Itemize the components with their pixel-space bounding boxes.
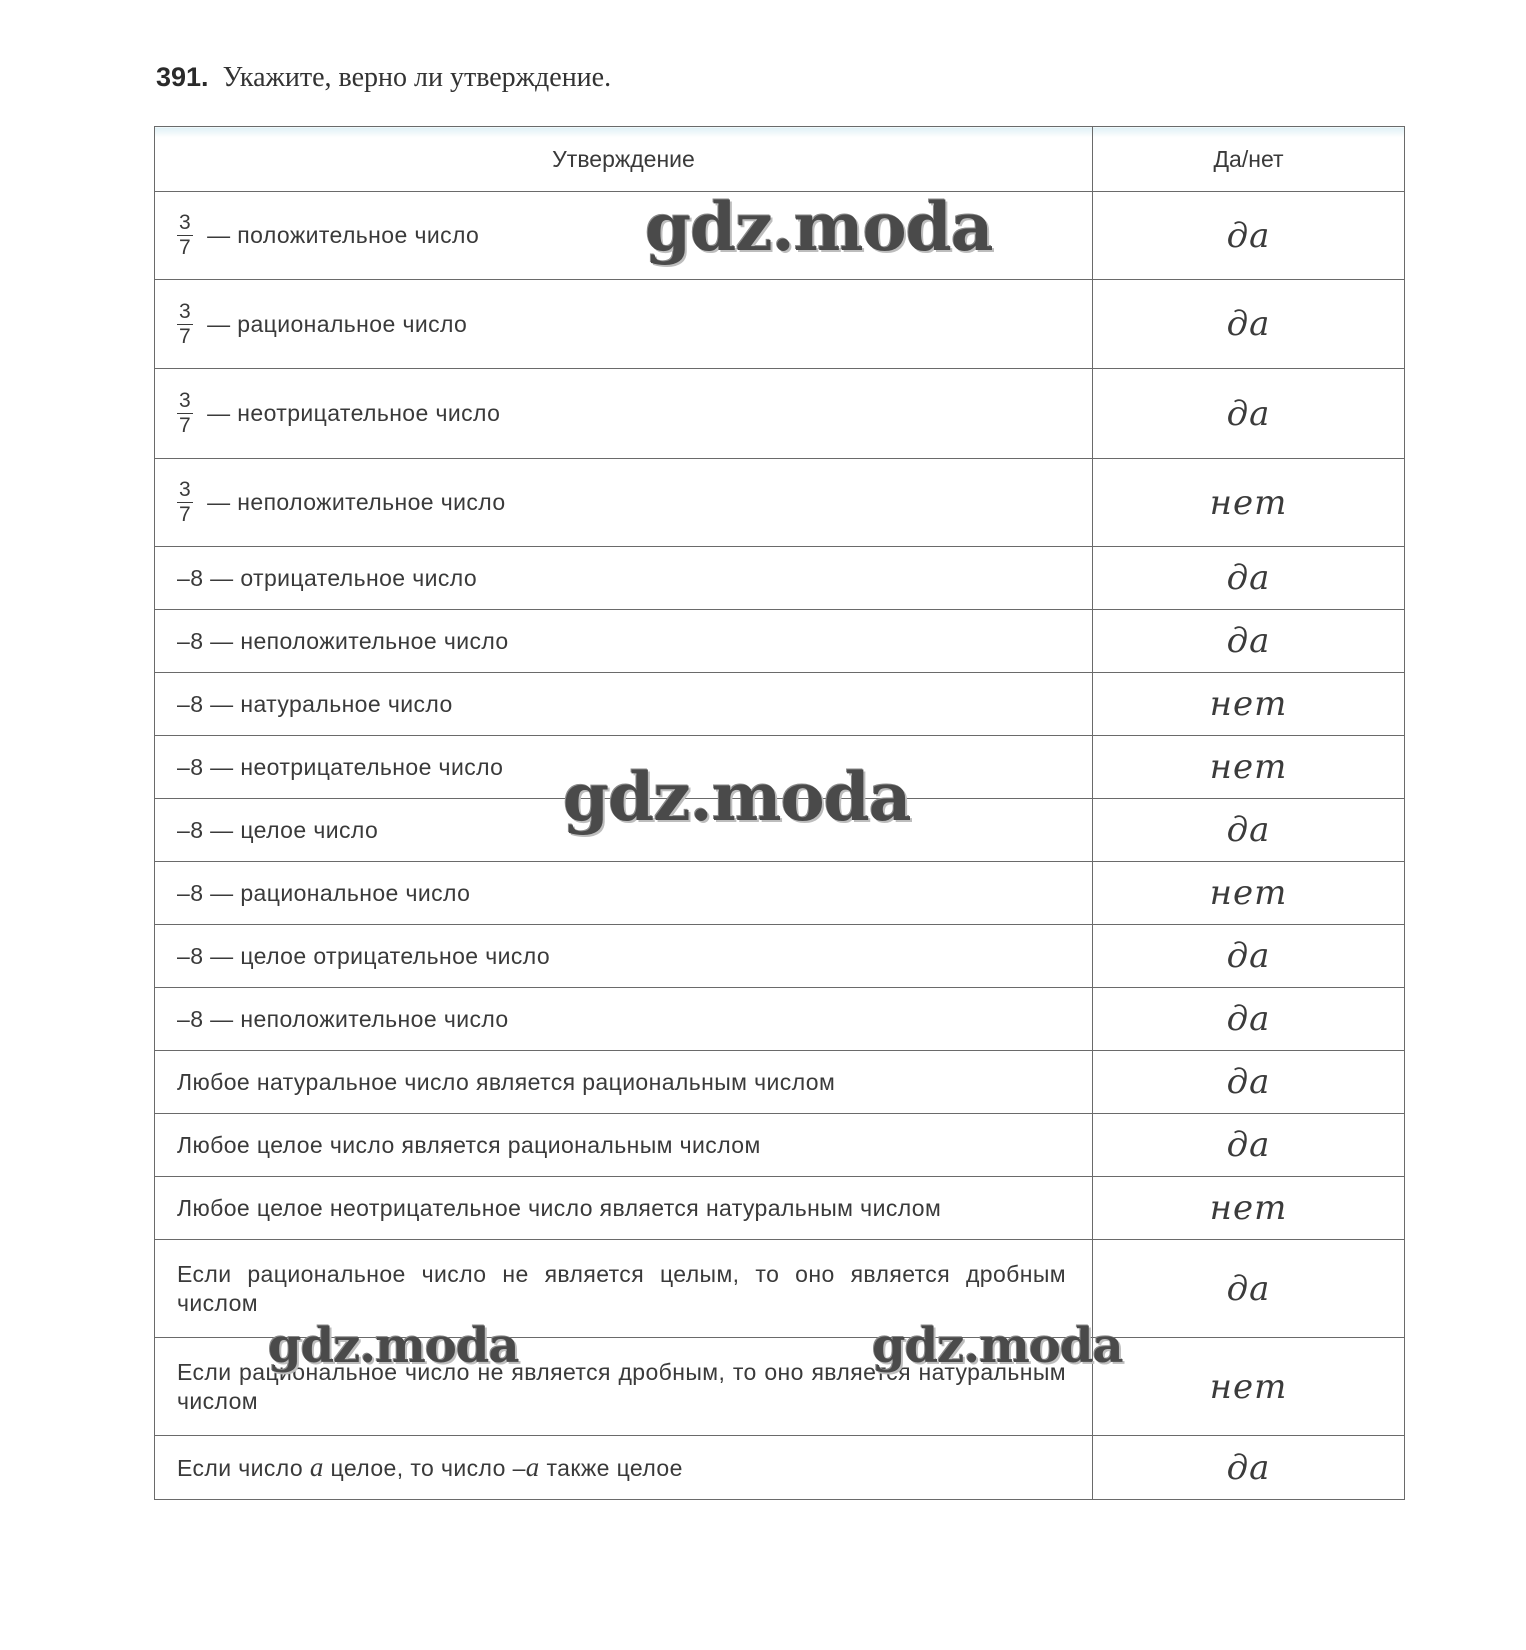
answer-cell: да [1093, 369, 1405, 459]
table-row [155, 1240, 1405, 1338]
answer-cell: да [1093, 925, 1405, 988]
answer-cell: нет [1093, 459, 1405, 547]
statement-cell [155, 280, 1093, 369]
table-row [155, 1114, 1405, 1177]
watermark-logo: gdz.moda [645, 188, 993, 266]
answer-cell: да [1093, 1436, 1405, 1500]
answer-cell: да [1093, 547, 1405, 610]
statement-cell: –8 — неположительное число [155, 610, 1093, 673]
statement-text: — неположительное число [207, 489, 506, 515]
answer-cell: нет [1093, 1177, 1405, 1240]
statement-cell: Если рациональное число не является целым, то оно является дробным числом [155, 1240, 1093, 1338]
statement-cell: –8 — целое число [155, 799, 1093, 862]
statement-cell [155, 459, 1093, 547]
answer-cell: да [1093, 192, 1405, 280]
answer-cell: нет [1093, 736, 1405, 799]
statement-cell [155, 1436, 1093, 1500]
fraction-numerator: 3 [179, 478, 192, 501]
answer-cell: да [1093, 280, 1405, 369]
statement-suffix: также целое [546, 1455, 683, 1481]
answer-cell: да [1093, 1240, 1405, 1338]
statement-cell: –8 — натуральное число [155, 673, 1093, 736]
header-statement: Утверждение [155, 127, 1093, 192]
table-row [155, 1177, 1405, 1240]
answer-cell: нет [1093, 673, 1405, 736]
fraction-numerator: 3 [179, 389, 192, 412]
watermark-logo: gdz.moda [268, 1318, 519, 1374]
answer-cell: да [1093, 799, 1405, 862]
fraction-denominator: 7 [179, 324, 192, 348]
answer-cell: да [1093, 1114, 1405, 1177]
task-header [156, 62, 611, 94]
statement-text: — положительное число [207, 222, 480, 248]
statement-cell: –8 — неотрицательное число [155, 736, 1093, 799]
task-number: 391. [156, 62, 209, 92]
variable-a: a [309, 1452, 324, 1482]
statement-cell: Если рациональное число не является дробным, то оно является натуральным числом [155, 1338, 1093, 1436]
table-row [155, 610, 1405, 673]
watermark-logo: gdz.moda [563, 758, 911, 836]
table-row [155, 1338, 1405, 1436]
table-row [155, 369, 1405, 459]
statement-text: — рациональное число [207, 310, 468, 337]
statement-middle: целое, то число – [330, 1455, 526, 1481]
statement-cell: –8 — целое отрицательное число [155, 925, 1093, 988]
table-row [155, 280, 1405, 369]
answer-cell: да [1093, 1051, 1405, 1114]
fraction [177, 390, 193, 437]
fraction-denominator: 7 [179, 503, 192, 526]
fraction [177, 479, 193, 526]
watermark-logo: gdz.moda [872, 1318, 1123, 1374]
answer-cell: да [1093, 610, 1405, 673]
answer-cell: нет [1093, 1338, 1405, 1436]
answer-cell: да [1093, 988, 1405, 1051]
statement-cell [155, 369, 1093, 459]
statement-cell: Любое целое число является рациональным числом [155, 1114, 1093, 1177]
table-row [155, 1051, 1405, 1114]
statements-table [154, 126, 1405, 1500]
fraction-denominator: 7 [179, 414, 192, 437]
table-row [155, 547, 1405, 610]
fraction-numerator: 3 [179, 211, 192, 234]
statement-cell: Любое натуральное число является рациональным числом [155, 1051, 1093, 1114]
table-row [155, 925, 1405, 988]
statement-prefix: Если число [177, 1455, 304, 1481]
table-row [155, 862, 1405, 925]
answer-cell: нет [1093, 862, 1405, 925]
fraction [177, 212, 193, 259]
statement-cell: Любое целое неотрицательное число является натуральным числом [155, 1177, 1093, 1240]
statement-cell [155, 192, 1093, 280]
header-answer: Да/нет [1093, 127, 1405, 192]
table-header-row [155, 127, 1405, 192]
table-row [155, 799, 1405, 862]
fraction-denominator: 7 [179, 236, 192, 259]
table-row [155, 459, 1405, 547]
statement-cell: –8 — рациональное число [155, 862, 1093, 925]
variable-a: a [525, 1452, 540, 1482]
table-row [155, 673, 1405, 736]
fraction [177, 301, 193, 348]
statement-text: — неотрицательное число [207, 400, 501, 426]
statement-cell: –8 — неположительное число [155, 988, 1093, 1051]
fraction-numerator: 3 [179, 299, 192, 323]
table-row [155, 192, 1405, 280]
statement-cell: –8 — отрицательное число [155, 547, 1093, 610]
table-row [155, 1436, 1405, 1500]
table-row [155, 988, 1405, 1051]
task-text: Укажите, верно ли утверждение. [222, 62, 612, 93]
table-row [155, 736, 1405, 799]
